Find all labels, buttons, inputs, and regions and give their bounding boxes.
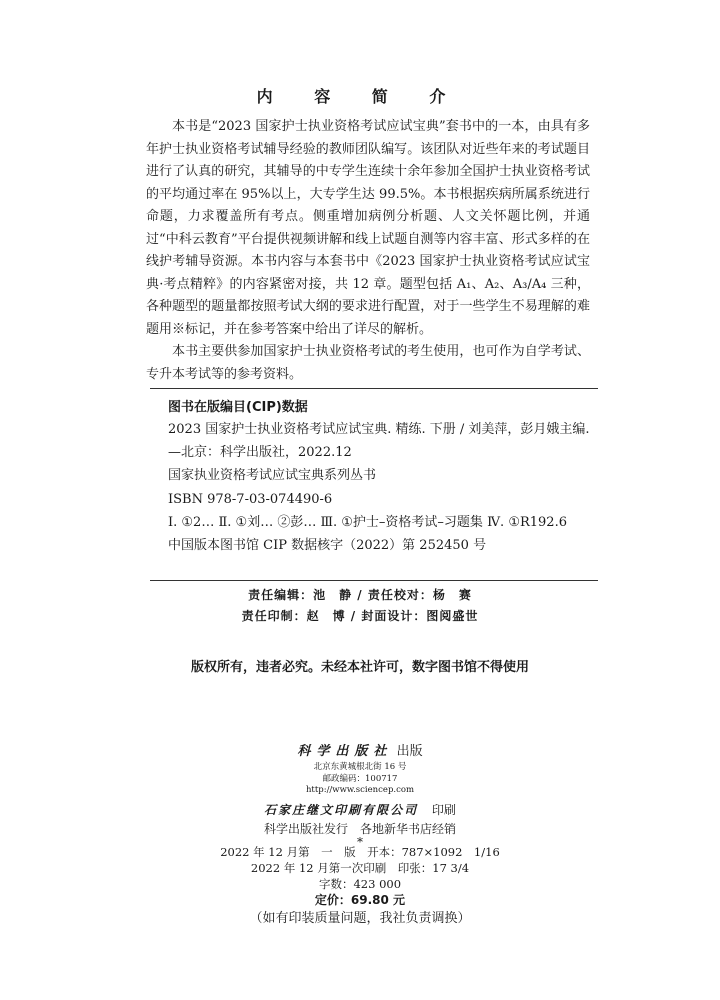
cip-top-rule xyxy=(150,388,598,389)
cip-record-line: 中国版本图书馆 CIP 数据核字（2022）第 252450 号 xyxy=(168,538,487,554)
cip-bottom-rule xyxy=(150,580,598,581)
word-count-line: 字数：423 000 xyxy=(318,877,402,891)
publisher-imprint xyxy=(0,742,720,847)
cip-series-line: 国家执业资格考试应试宝典系列丛书 xyxy=(168,468,377,484)
book-specs xyxy=(0,844,720,930)
edition-line: 2022 年 12 月第 一 版 开本：787×1092 1/16 xyxy=(220,845,500,859)
publisher-line xyxy=(0,742,720,762)
credits-line-1: 责任编辑：池 静 / 责任校对：杨 赛 xyxy=(248,588,472,602)
cip-heading: 图书在版编目(CIP)数据 xyxy=(168,400,308,415)
copyright-notice: 版权所有，违者必究。未经本社许可，数字图书馆不得使用 xyxy=(190,660,529,675)
cip-isbn-line: ISBN 978-7-03-074490-6 xyxy=(168,491,333,507)
printer-line xyxy=(0,799,720,821)
separator-star: * xyxy=(357,834,363,849)
page-title: 内 容 简 介 xyxy=(256,87,464,106)
publisher-postcode: 邮政编码：100717 xyxy=(322,773,398,784)
cip-title-line: 2023 国家护士执业资格考试应试宝典. 精练. 下册 / 刘美萍，彭月娥主编. —北京：科学出版社，2022.12 xyxy=(168,422,590,461)
intro-paragraph-2: 本书主要供参加国家护士执业资格考试的考生使用，也可作为自学考试、专升本考试等的参考资料。 xyxy=(146,344,590,382)
distribution-line: 科学出版社发行 各地新华书店经销 xyxy=(263,821,456,836)
price-line: 定价：69.80 元 xyxy=(314,893,406,907)
printer-name: 石家庄继文印刷有限公司 xyxy=(264,802,419,817)
publisher-address: 北京东黄城根北街 16 号 xyxy=(313,762,407,772)
intro-section xyxy=(146,116,590,386)
printing-line: 2022 年 12 月第一次印刷 印张：17 3/4 xyxy=(250,861,470,875)
printer-suffix: 印刷 xyxy=(431,802,456,817)
publisher-suffix: 出版 xyxy=(396,744,423,759)
intro-paragraph-1: 本书是“2023 国家护士执业资格考试应试宝典”套书中的一本，由具有多年护士执业资格考试辅导经验的教师团队编写。该团队对近些年来的考试题目进行了认真的研究，其辅导的中专学生连续十余年参加全国护士执业资格考试的平均通过率在 95%以上，大专学生达 99.5%。本书根据疾病所属系统进行命题，力求覆盖所有考点。侧重增加病例分析题、人文关怀题比例，并通过“中科云教育”平台提供视频讲解和线上试题自测等内容丰富、形式多样的在线护考辅导资源。本书内容与本套书中《2023 国家护士执业资格考试应试宝典·考点精粹》的内容紧密对接，共 12 章。题型包括 A₁、A₂、A₃/A₄ 三种，各种题型的题量都按照考试大纲的要求进行配置，对于一些学生不易理解的难题用※标记，并在参考答案中给出了详尽的解析。 xyxy=(146,119,590,337)
credits-line-2: 责任印制：赵 博 / 封面设计：图阅盛世 xyxy=(241,609,479,623)
cip-classification-line: Ⅰ. ①2… Ⅱ. ①刘… ②彭… Ⅲ. ①护士–资格考试–习题集 Ⅳ. ①R192.6 xyxy=(168,514,567,530)
publisher-name: 科学出版社 xyxy=(297,744,393,759)
publisher-website: http://www.sciencep.com xyxy=(305,785,415,795)
quality-note: （如有印装质量问题，我社负责调换） xyxy=(249,911,471,926)
cip-block xyxy=(146,418,598,557)
